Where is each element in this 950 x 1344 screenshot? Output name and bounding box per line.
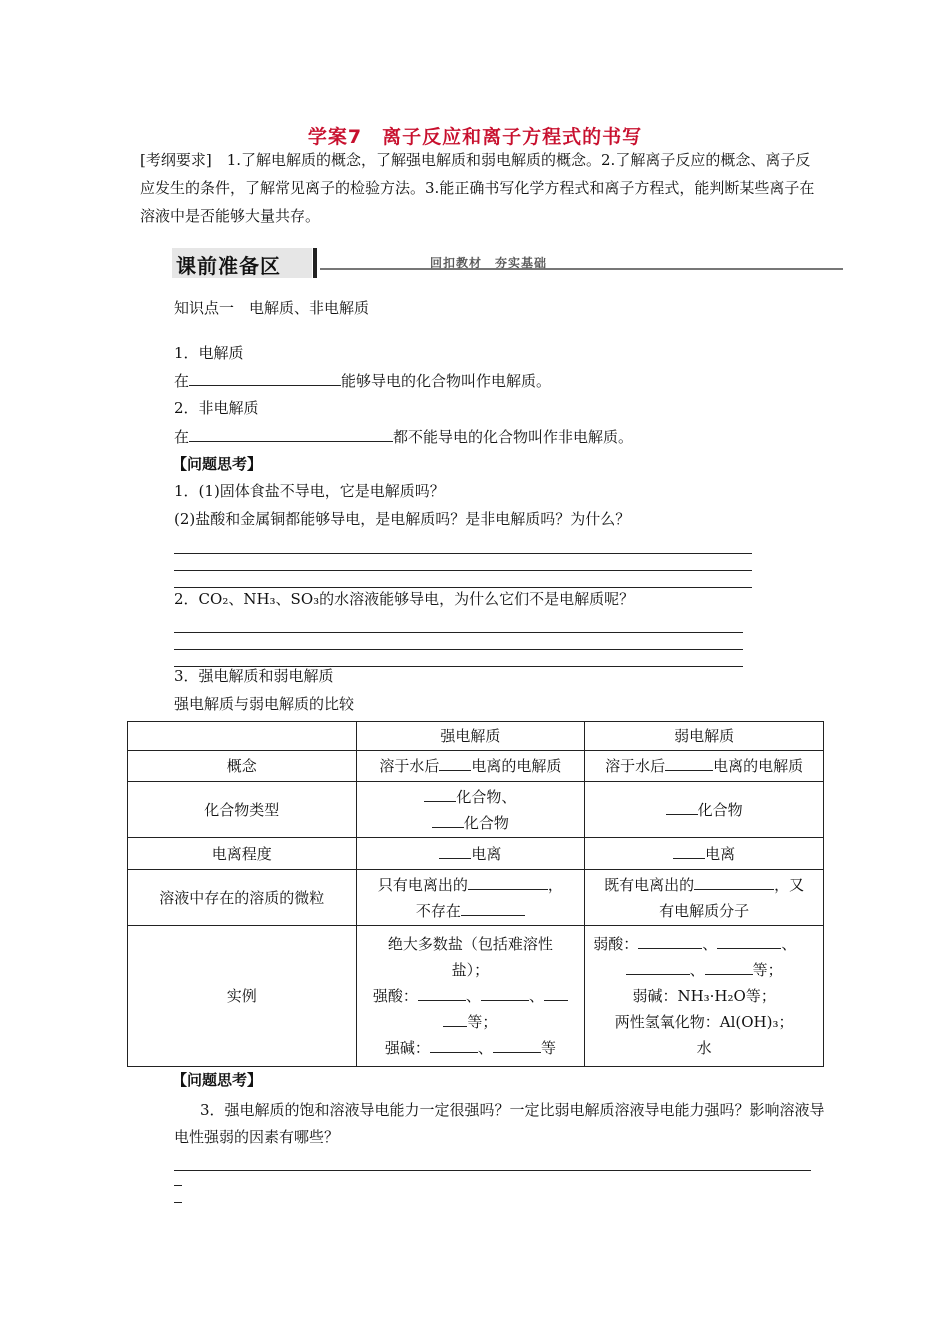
cell-text: 、 — [689, 961, 705, 979]
fill-blank[interactable] — [638, 934, 702, 949]
weak-examples-cell — [585, 926, 824, 1067]
cell-line — [589, 983, 819, 1009]
banner-subtitle: 回扣教材 夯实基础 — [430, 256, 548, 270]
question-1a: 1．(1)固体食盐不导电，它是电解质吗？ — [174, 482, 445, 500]
table-header-weak: 弱电解质 — [585, 722, 824, 751]
table-row — [128, 722, 824, 751]
cell-line — [361, 1009, 581, 1035]
row-label-type: 化合物类型 — [128, 782, 357, 838]
cell-text: 化合物 — [463, 813, 509, 832]
item2-post: 都不能导电的化合物叫作非电解质。 — [393, 428, 634, 446]
cell-text: 化合物、 — [456, 787, 517, 806]
table-header-strong: 强电解质 — [356, 722, 585, 751]
answer-line[interactable] — [174, 649, 743, 650]
cell-line — [361, 1035, 581, 1061]
weak-degree-cell — [585, 838, 824, 870]
cell-text: 、 — [781, 935, 797, 953]
question-2: 2．CO₂、NH₃、SO₃的水溶液能够导电，为什么它们不是电解质呢？ — [174, 590, 635, 608]
fill-blank[interactable] — [430, 1038, 478, 1053]
strong-examples-cell — [356, 926, 585, 1067]
cell-text: 不存在 — [415, 901, 461, 920]
fill-blank[interactable] — [468, 875, 548, 890]
fill-blank[interactable] — [443, 1012, 467, 1027]
fill-blank[interactable] — [424, 787, 456, 802]
table-row — [128, 782, 824, 838]
answer-line-stub[interactable] — [174, 1202, 182, 1203]
row-label-particles: 溶液中存在的溶质的微粒 — [128, 870, 357, 926]
cell-line — [589, 1035, 819, 1061]
fill-blank[interactable] — [717, 934, 781, 949]
cell-line — [589, 1009, 819, 1035]
fill-blank[interactable] — [665, 756, 713, 771]
banner-label: 课前准备区 — [176, 254, 281, 278]
cell-text: ， — [547, 875, 563, 894]
question-3: 3．强电解质的饱和溶液导电能力一定很强吗？一定比弱电解质溶液导电能力强吗？影响溶液导电性强弱的因素有哪些？ — [174, 1101, 825, 1146]
cell-text: 、 — [477, 1039, 493, 1057]
item1-heading: 1．电解质 — [174, 344, 244, 362]
cell-text: 等 — [540, 1039, 556, 1057]
item1-pre: 在 — [174, 372, 190, 390]
fill-blank[interactable] — [666, 800, 698, 815]
cell-line — [361, 898, 581, 924]
cell-text: 水 — [696, 1039, 712, 1057]
table-caption: 强电解质与弱电解质的比较 — [174, 695, 355, 713]
weak-particles-cell — [585, 870, 824, 926]
banner-rule — [320, 268, 843, 270]
fill-blank[interactable] — [673, 844, 705, 859]
requirements-paragraph: [考纲要求] 1.了解电解质的概念，了解强电解质和弱电解质的概念。2.了解离子反应的概念、离子反应发生的条件，了解常见离子的检验方法。3.能正确书写化学方程式和离子方程式，能判断某些离子在溶液中是否能够大量共存。 — [140, 151, 815, 225]
fill-blank[interactable] — [626, 960, 690, 975]
strong-type-cell — [356, 782, 585, 838]
cell-text: ，又 — [774, 875, 805, 894]
cell-text: 电离 — [471, 844, 502, 863]
fill-blank[interactable] — [461, 901, 525, 916]
weak-type-cell — [585, 782, 824, 838]
row-label-degree: 电离程度 — [128, 838, 357, 870]
item2-blank[interactable] — [189, 427, 393, 442]
cell-line — [361, 810, 581, 836]
think-label-2: 【问题思考】 — [172, 1071, 263, 1089]
cell-line — [589, 931, 819, 957]
table-row — [128, 926, 824, 1067]
cell-text: 等； — [467, 1013, 498, 1031]
answer-line-stub[interactable] — [174, 1185, 182, 1186]
cell-text: 电离 — [705, 844, 736, 863]
cell-text: 绝大多数盐（包括难溶性 — [387, 935, 553, 953]
cell-line — [361, 957, 581, 983]
fill-blank[interactable] — [432, 813, 464, 828]
cell-line — [589, 898, 819, 924]
cell-text: 溶于水后 — [605, 757, 666, 775]
fill-blank[interactable] — [544, 986, 568, 1001]
think-label-1: 【问题思考】 — [172, 455, 263, 473]
cell-text: 电离的电解质 — [471, 757, 562, 775]
answer-line[interactable] — [174, 570, 752, 571]
item1-blank[interactable] — [189, 371, 341, 386]
cell-line — [361, 872, 581, 898]
fill-blank[interactable] — [694, 875, 774, 890]
cell-text: 、 — [702, 935, 718, 953]
item2-pre: 在 — [174, 428, 190, 446]
cell-text: 、 — [465, 987, 481, 1005]
answer-line[interactable] — [174, 587, 752, 588]
cell-text: 强酸： — [372, 987, 418, 1005]
banner-divider — [313, 248, 317, 278]
cell-text: 等； — [752, 961, 783, 979]
cell-text: 化合物 — [697, 800, 743, 819]
table-row — [128, 751, 824, 782]
fill-blank[interactable] — [493, 1038, 541, 1053]
knowledge-point-heading: 知识点一 电解质、非电解质 — [174, 299, 370, 317]
strong-particles-cell — [356, 870, 585, 926]
item1-sentence — [174, 371, 551, 390]
cell-text: 溶于水后 — [379, 757, 440, 775]
strong-degree-cell — [356, 838, 585, 870]
fill-blank[interactable] — [481, 986, 529, 1001]
weak-concept-cell — [585, 751, 824, 782]
fill-blank[interactable] — [418, 986, 466, 1001]
cell-text: 电离的电解质 — [713, 757, 804, 775]
answer-line[interactable] — [174, 632, 743, 633]
cell-text: 既有电离出的 — [604, 875, 695, 894]
fill-blank[interactable] — [439, 844, 471, 859]
cell-text: 弱碱：NH₃·H₂O等； — [632, 987, 776, 1005]
cell-line — [589, 957, 819, 983]
table-row — [128, 870, 824, 926]
item2-sentence — [174, 427, 633, 446]
cell-line — [361, 983, 581, 1009]
fill-blank[interactable] — [705, 960, 753, 975]
cell-line — [589, 872, 819, 898]
cell-line — [361, 931, 581, 957]
cell-text: 盐）； — [451, 961, 490, 979]
item2-heading: 2．非电解质 — [174, 399, 259, 417]
answer-line[interactable] — [174, 1170, 811, 1171]
cell-text: 弱酸： — [593, 935, 639, 953]
question-1b: (2)盐酸和金属铜都能够导电，是电解质吗？是非电解质吗？为什么？ — [174, 510, 631, 528]
table-header-empty — [128, 722, 357, 751]
cell-text: 强碱： — [384, 1039, 430, 1057]
row-label-examples: 实例 — [128, 926, 357, 1067]
fill-blank[interactable] — [439, 756, 471, 771]
comparison-table — [127, 721, 824, 1067]
cell-text: 两性氢氧化物：Al(OH)₃； — [614, 1013, 794, 1031]
cell-line — [361, 784, 581, 810]
item1-post: 能够导电的化合物叫作电解质。 — [341, 372, 552, 390]
answer-line[interactable] — [174, 553, 752, 554]
cell-text: 、 — [528, 987, 544, 1005]
table-row — [128, 838, 824, 870]
page-title: 学案7 离子反应和离子方程式的书写 — [307, 126, 643, 148]
cell-text: 只有电离出的 — [377, 875, 468, 894]
item3-heading: 3．强电解质和弱电解质 — [174, 667, 334, 685]
cell-text: 有电解质分子 — [659, 901, 750, 920]
strong-concept-cell — [356, 751, 585, 782]
row-label-concept: 概念 — [128, 751, 357, 782]
